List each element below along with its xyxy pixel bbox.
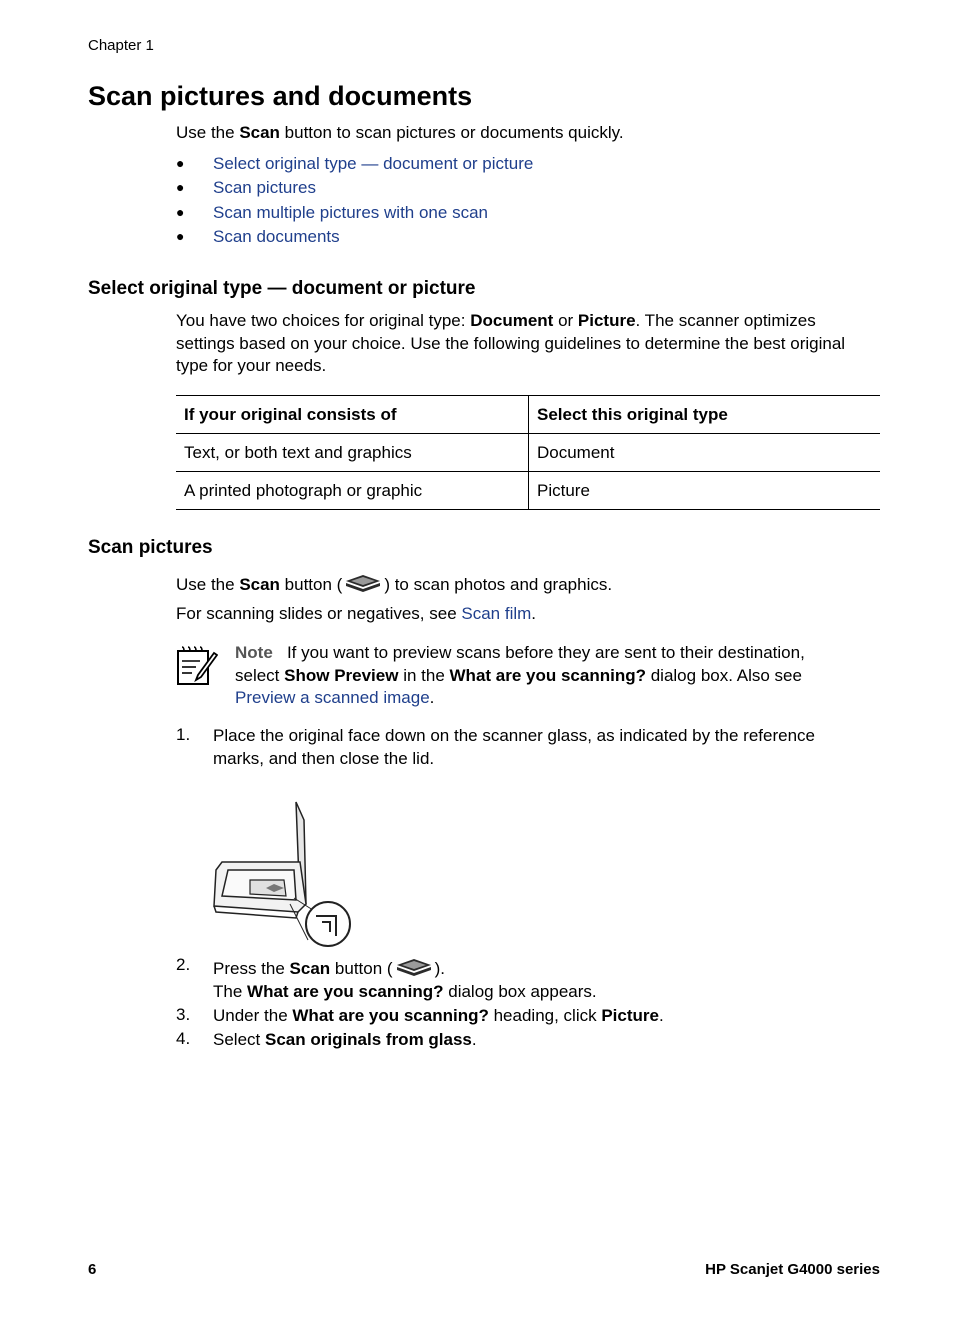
table-cell: Document: [529, 434, 881, 472]
step-number: 2.: [176, 955, 191, 974]
toc-link-select-type[interactable]: Select original type — document or picture: [213, 154, 534, 173]
bullet: ●: [176, 228, 185, 244]
chapter-header: Chapter 1: [88, 37, 154, 54]
original-type-table: [176, 395, 880, 510]
step-3-text: Under the What are you scanning? heading, click Picture.: [213, 1006, 664, 1025]
table-row: [176, 472, 880, 510]
toc-link-scan-multiple[interactable]: Scan multiple pictures with one scan: [213, 203, 488, 222]
bullet: ●: [176, 204, 185, 220]
bullet: ●: [176, 179, 185, 195]
scanner-illustration: [208, 800, 358, 955]
step-number: 4.: [176, 1029, 191, 1048]
table-row: [176, 434, 880, 472]
preview-link[interactable]: Preview a scanned image: [235, 688, 430, 707]
scan-button-icon: [343, 572, 383, 601]
note-label: Note: [235, 643, 273, 662]
footer-product-title: HP Scanjet G4000 series: [705, 1261, 880, 1278]
toc-link-scan-pictures[interactable]: Scan pictures: [213, 178, 316, 197]
table-cell: Picture: [529, 472, 881, 510]
step-1-text: Place the original face down on the scanner glass, as indicated by the reference marks, and then close the lid.: [213, 726, 815, 768]
scan-film-paragraph: For scanning slides or negatives, see Scan film.: [176, 604, 537, 623]
step-number: 1.: [176, 725, 191, 744]
note-block: Note If you want to preview scans before they are sent to their destination, select Show Preview in the What are you scanning? dialog box. Also see Preview a scanned image.: [235, 643, 805, 707]
step-number: 3.: [176, 1005, 191, 1024]
intro-paragraph: Use the Scan button to scan pictures or documents quickly.: [176, 123, 624, 142]
step-2-result: The What are you scanning? dialog box appears.: [213, 982, 597, 1001]
scan-button-paragraph: Use the Scan button ( ) to scan photos and graphics.: [176, 572, 612, 601]
bullet: ●: [176, 155, 185, 171]
note-icon: [176, 645, 218, 692]
section-heading-scan-pictures: Scan pictures: [88, 537, 213, 558]
table-header-cell: If your original consists of: [176, 396, 529, 434]
table-cell: A printed photograph or graphic: [176, 472, 529, 510]
section1-paragraph: You have two choices for original type: Document or Picture. The scanner optimizes settings based on your choice. Use the following guidelines to determine the best original type for your needs.: [176, 311, 846, 375]
page-title: Scan pictures and documents: [88, 81, 473, 111]
scan-film-link[interactable]: Scan film: [461, 604, 532, 623]
table-header-cell: Select this original type: [529, 396, 881, 434]
table-header-row: [176, 396, 880, 434]
page-number: 6: [88, 1261, 97, 1278]
table-cell: Text, or both text and graphics: [176, 434, 529, 472]
step-4-text: Select Scan originals from glass.: [213, 1030, 477, 1049]
step-2-text: Press the Scan button ( ).: [213, 956, 445, 985]
section-heading-select-type: Select original type — document or picture: [88, 278, 476, 299]
toc-link-scan-documents[interactable]: Scan documents: [213, 227, 340, 246]
